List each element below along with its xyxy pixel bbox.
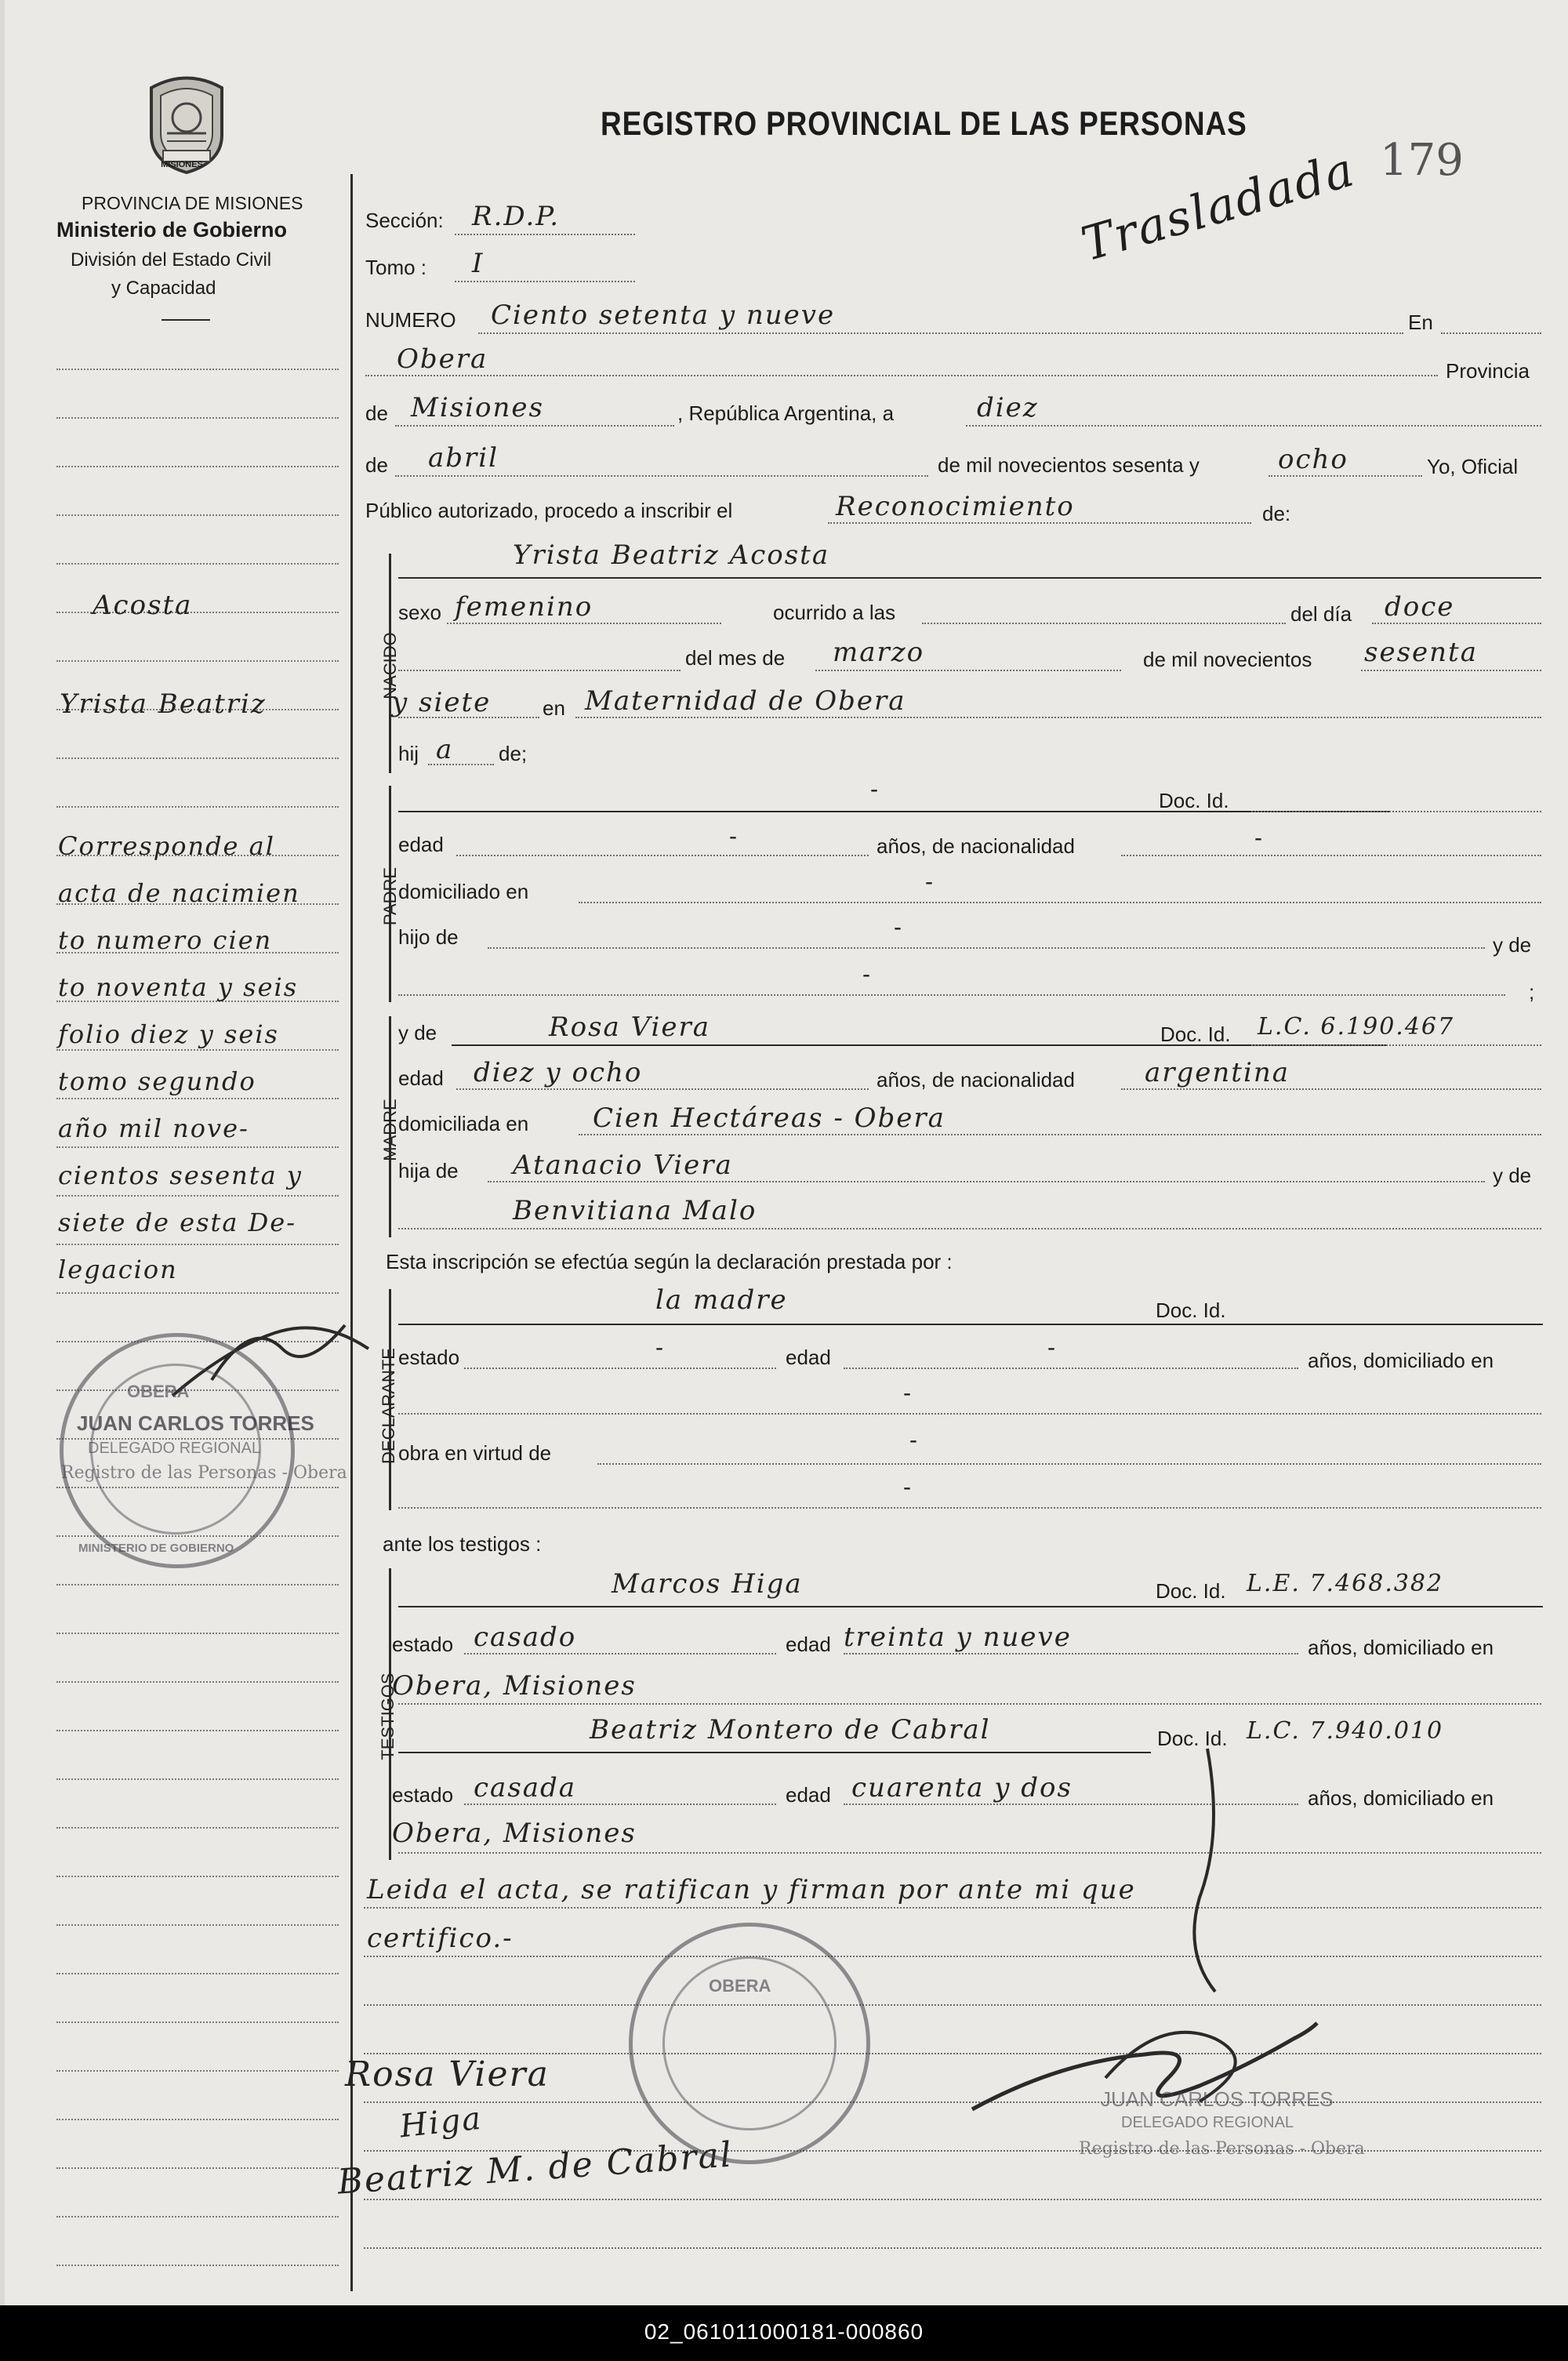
margin-rule — [56, 1633, 339, 1634]
w1-name-value: Marcos Higa — [612, 1568, 803, 1600]
signature-mother: Rosa Viera — [345, 2054, 550, 2094]
w2-estado-value: casada — [474, 1772, 577, 1803]
margin-rule — [56, 369, 339, 370]
margin-rule — [56, 514, 339, 516]
ocurrido-label: ocurrido a las — [773, 601, 896, 624]
declarante-dom-label: años, domiciliado en — [1308, 1349, 1494, 1372]
margin-rule — [56, 417, 339, 419]
declarante-obra-label: obra en virtud de — [398, 1441, 552, 1465]
padre-hijo-line — [488, 947, 1485, 949]
declarante-edad-value: - — [1047, 1335, 1055, 1360]
declarante-intro: Esta inscripción se efectúa según la declaración prestada por : — [386, 1250, 953, 1273]
seccion-line — [455, 234, 635, 235]
margin-rule — [56, 1924, 339, 1926]
numero-line — [478, 332, 1403, 334]
margin-rule — [56, 806, 339, 808]
born-day-value: doce — [1385, 591, 1455, 623]
margin-surname: Acosta — [93, 590, 193, 621]
left-official-title: DELEGADO REGIONAL — [88, 1440, 261, 1457]
hij-value: a — [436, 734, 454, 765]
declarante-edad-line — [844, 1368, 1298, 1369]
margin-rule — [56, 1681, 339, 1683]
province-line — [395, 425, 674, 427]
margin-note-line: to noventa y seis — [58, 972, 299, 1002]
nacido-name-value: Yrista Beatriz Acosta — [513, 539, 830, 571]
margin-rule — [56, 1049, 339, 1051]
born-place-value: Maternidad de Obera — [585, 685, 906, 717]
provincial-crest-icon — [143, 72, 230, 174]
declarante-obra-value: - — [909, 1427, 917, 1453]
act-value: Reconocimiento — [836, 491, 1075, 522]
margin-rule — [56, 2265, 339, 2266]
margin-rule — [56, 466, 339, 467]
born-month-line — [815, 670, 1121, 671]
madre-hija-line — [488, 1181, 1485, 1182]
closing-line-8 — [364, 2247, 1541, 2249]
born-year2-line — [398, 717, 539, 718]
declarante-obra-line-2 — [398, 1507, 1541, 1509]
signature-witness-2: Beatriz M. de Cabral — [336, 2134, 735, 2203]
seal-left-ring: MINISTERIO DE GOBIERNO — [78, 1542, 234, 1555]
born-blank-line — [398, 670, 681, 671]
margin-rule — [56, 2070, 339, 2072]
division-name: División del Estado Civil — [71, 249, 272, 271]
sexo-value: femenino — [455, 591, 593, 623]
sexo-line — [447, 623, 721, 624]
right-official-office: Registro de las Personas - Obera — [1079, 2139, 1365, 2159]
margin-rule — [56, 2167, 339, 2169]
declarante-estado-value: - — [655, 1335, 663, 1360]
crest-label: MISIONES — [161, 160, 203, 169]
madre-section-label: MADRE — [380, 1099, 400, 1161]
margin-note-line: siete de esta De- — [58, 1208, 297, 1237]
month-value: abril — [428, 442, 499, 474]
padre-yde-label: y de — [1493, 933, 1532, 957]
record-number: 179 — [1380, 135, 1464, 186]
w1-doc-value: L.E. 7.468.382 — [1247, 1570, 1444, 1597]
madre-dom-value: Cien Hectáreas - Obera — [593, 1102, 946, 1134]
w1-estado-label: estado — [392, 1633, 454, 1656]
declarante-dom-value: - — [903, 1380, 911, 1406]
madre-edad-line — [456, 1088, 869, 1090]
numero-label: NUMERO — [365, 308, 456, 332]
w2-edad-label: edad — [786, 1783, 831, 1807]
padre-name-line — [398, 811, 1389, 812]
margin-rule — [56, 1195, 339, 1197]
margin-rule — [56, 1778, 339, 1780]
margin-rule — [56, 2119, 339, 2120]
w2-dom-value: Obera, Misiones — [392, 1818, 637, 1849]
closing-line-7 — [364, 2199, 1541, 2200]
w1-dom-value: Obera, Misiones — [392, 1670, 637, 1702]
republica-label: , República Argentina, a — [677, 401, 895, 425]
born-year-value: sesenta — [1364, 637, 1478, 668]
madre-mother-value: Benvitiana Malo — [513, 1195, 757, 1226]
declarante-name-value: la madre — [655, 1284, 788, 1316]
madre-edad-value: diez y ocho — [474, 1057, 643, 1088]
provincia-label: Provincia — [1446, 359, 1530, 383]
padre-dom-value: - — [925, 869, 933, 895]
closing-line-3 — [364, 2004, 1541, 2006]
padre-dom-label: domiciliado en — [398, 880, 529, 903]
city-value: Obera — [397, 343, 488, 375]
transferred-stamp: Trasladada — [1076, 142, 1361, 273]
margin-rule — [56, 660, 339, 662]
declarante-edad-label: edad — [786, 1346, 831, 1369]
act-line — [828, 522, 1251, 524]
signature-pen-stroke — [1176, 1741, 1247, 2000]
ocurrido-line — [922, 623, 1286, 624]
month-line — [395, 475, 928, 477]
signature-official-scribble — [964, 1992, 1325, 2133]
w2-name-value: Beatriz Montero de Cabral — [590, 1714, 991, 1745]
padre-edad-value: - — [729, 823, 737, 849]
w2-dom-line — [398, 1852, 1541, 1854]
w1-estado-value: casado — [474, 1622, 577, 1653]
left-official-name: JUAN CARLOS TORRES — [77, 1411, 314, 1435]
margin-rule — [56, 1827, 339, 1829]
tomo-line — [455, 281, 635, 282]
oficial-label: Yo, Oficial — [1427, 455, 1519, 478]
w1-doc-label: Doc. Id. — [1156, 1579, 1226, 1603]
w1-dom-line — [398, 1703, 1541, 1705]
madre-hija-label: hija de — [398, 1159, 459, 1182]
declarante-section-label: DECLARANTE — [379, 1348, 398, 1464]
margin-note-line: acta de nacimien — [58, 878, 300, 908]
province-name: PROVINCIA DE MISIONES — [82, 193, 303, 213]
w1-dom-label: años, domiciliado en — [1308, 1636, 1494, 1659]
closing-line-5 — [364, 2101, 1541, 2103]
w1-estado-line — [464, 1653, 776, 1655]
margin-line — [350, 174, 353, 2291]
madre-doc-label: Doc. Id. — [1160, 1022, 1231, 1046]
w2-doc-value: L.C. 7.940.010 — [1247, 1717, 1444, 1745]
image-identifier: 02_061011000181-000860 — [644, 2319, 924, 2344]
margin-note-line: folio diez y seis — [58, 1019, 279, 1049]
margin-rule — [56, 563, 339, 565]
sexo-label: sexo — [398, 601, 441, 624]
w1-edad-value: treinta y nueve — [844, 1622, 1072, 1653]
w2-dom-label: años, domiciliado en — [1308, 1786, 1494, 1810]
madre-nac-value: argentina — [1145, 1057, 1290, 1088]
official-seal-center — [629, 1923, 870, 2164]
day-born-line — [1372, 623, 1541, 624]
madre-doc-line — [1251, 1044, 1541, 1046]
margin-rule — [56, 1146, 339, 1148]
declarante-obra-line — [597, 1463, 1541, 1465]
padre-nac-line — [1121, 855, 1541, 856]
padre-hijo-label: hijo de — [398, 925, 459, 949]
born-year-label: de mil novecientos — [1143, 648, 1312, 671]
declarante-obra-value-2: - — [903, 1474, 911, 1500]
city-line — [365, 375, 1438, 376]
madre-name-value: Rosa Viera — [549, 1012, 711, 1043]
born-month-value: marzo — [833, 637, 925, 668]
ministry-name: Ministerio de Gobierno — [56, 218, 288, 242]
seccion-value: R.D.P. — [472, 201, 561, 232]
padre-doc-line — [1251, 811, 1541, 812]
seccion-label: Sección: — [365, 209, 444, 232]
en-label: En — [1408, 311, 1433, 334]
de-colon-label: de: — [1262, 502, 1291, 525]
w1-edad-line — [844, 1653, 1298, 1655]
en-line — [1441, 332, 1541, 334]
margin-note-line: to numero cien — [58, 925, 273, 955]
left-official-office: Registro de las Personas - Obera — [61, 1463, 347, 1483]
declarante-estado-line — [464, 1368, 776, 1369]
nacido-section-label: NACIDO — [380, 632, 400, 699]
year-label: de mil novecientos sesenta y — [938, 453, 1200, 477]
numero-value: Ciento setenta y nueve — [491, 300, 836, 331]
w2-edad-value: cuarenta y dos — [851, 1772, 1073, 1803]
day-line — [966, 425, 1541, 427]
closing-text-1: Leida el acta, se ratifican y firman por ante mi que — [367, 1874, 1136, 1905]
margin-rule — [56, 1876, 339, 1877]
w2-estado-label: estado — [392, 1783, 454, 1807]
w2-doc-label: Doc. Id. — [1157, 1727, 1228, 1750]
del-mes-label: del mes de — [685, 646, 786, 670]
margin-rule — [56, 1292, 339, 1294]
margin-note-line: tomo segundo — [58, 1066, 256, 1096]
padre-semicolon: ; — [1529, 980, 1535, 1004]
madre-doc-value: L.C. 6.190.467 — [1258, 1013, 1455, 1041]
tomo-value: I — [472, 248, 485, 279]
padre-nac-label: años, de nacionalidad — [877, 834, 1075, 858]
margin-rule — [56, 2021, 339, 2023]
seal-center-label: OBERA — [709, 1976, 771, 1996]
province-value: Misiones — [411, 392, 544, 423]
padre-second-value: - — [862, 961, 870, 987]
padre-hijo-value: - — [894, 914, 902, 940]
padre-dom-line — [579, 902, 1541, 903]
hij-de-label: de; — [499, 742, 528, 765]
year-value: ocho — [1278, 444, 1348, 475]
day-value: diez — [977, 392, 1039, 423]
margin-given-names: Yrista Beatriz — [60, 688, 267, 720]
margin-note-line: legacion — [58, 1255, 178, 1284]
padre-second-line — [398, 994, 1505, 996]
madre-nac-label: años, de nacionalidad — [877, 1068, 1075, 1092]
born-year-value-2: y siete — [392, 687, 492, 718]
division-name-2: y Capacidad — [111, 278, 216, 299]
header-divider — [162, 319, 210, 321]
padre-section-label: PADRE — [380, 866, 400, 926]
margin-rule — [56, 1584, 339, 1586]
closing-line-2 — [364, 1956, 1541, 1957]
publico-label: Público autorizado, procedo a inscribir el — [365, 499, 733, 522]
madre-name-line — [452, 1044, 1386, 1046]
madre-father-value: Atanacio Viera — [513, 1150, 733, 1181]
madre-yde2-label: y de — [1493, 1164, 1532, 1187]
padre-doc-label: Doc. Id. — [1159, 789, 1229, 812]
hij-label: hij — [398, 742, 419, 765]
born-place-line — [575, 717, 1541, 718]
seal-left-center: OBERA — [127, 1382, 190, 1401]
margin-rule — [56, 757, 339, 759]
madre-nac-line — [1121, 1088, 1541, 1090]
born-year-line — [1361, 670, 1541, 671]
margin-note-line: año mil nove- — [58, 1113, 249, 1143]
born-en-label: en — [543, 696, 565, 720]
margin-rule — [56, 1730, 339, 1731]
declarante-estado-label: estado — [398, 1346, 460, 1369]
tomo-label: Tomo : — [365, 256, 427, 279]
padre-edad-line — [456, 855, 869, 856]
nacido-name-line — [398, 577, 1541, 579]
testigos-intro: ante los testigos : — [383, 1532, 542, 1556]
declarante-doc-label: Doc. Id. — [1156, 1299, 1226, 1322]
madre-dom-label: domiciliada en — [398, 1112, 529, 1135]
year-line — [1269, 475, 1422, 477]
w2-name-line — [398, 1752, 1151, 1753]
w2-estado-line — [464, 1803, 776, 1805]
margin-note-line: cientos sesenta y — [58, 1161, 303, 1190]
madre-mother-line — [398, 1228, 1541, 1230]
w1-edad-label: edad — [786, 1633, 831, 1656]
w1-name-line — [398, 1606, 1543, 1607]
closing-text-2: certifico.- — [367, 1923, 514, 1954]
margin-note-line: Corresponde al — [58, 831, 275, 861]
madre-yde-label: y de — [398, 1021, 437, 1044]
padre-nac-value: - — [1254, 825, 1262, 851]
padre-edad-label: edad — [398, 833, 444, 856]
margin-rule — [56, 1973, 339, 1974]
testigos-section-label: TESTIGOS — [378, 1673, 397, 1760]
page-title: REGISTRO PROVINCIAL DE LAS PERSONAS — [601, 105, 1247, 143]
del-dia-label: del día — [1290, 602, 1352, 626]
de-label-2: de — [365, 453, 388, 477]
de-label: de — [365, 401, 388, 425]
padre-name-value: - — [870, 776, 878, 802]
margin-rule — [56, 1098, 339, 1099]
declarante-dom-line — [398, 1413, 1541, 1415]
declarante-name-line — [398, 1324, 1543, 1325]
right-official-title: DELEGADO REGIONAL — [1121, 2114, 1294, 2131]
madre-edad-label: edad — [398, 1066, 444, 1090]
margin-rule — [56, 2216, 339, 2218]
margin-rule — [56, 1244, 339, 1245]
signature-witness-1: Higa — [397, 2100, 485, 2145]
right-official-name: JUAN CARLOS TORRES — [1101, 2087, 1334, 2111]
closing-line-1 — [364, 1907, 1541, 1909]
madre-dom-line — [579, 1134, 1541, 1135]
